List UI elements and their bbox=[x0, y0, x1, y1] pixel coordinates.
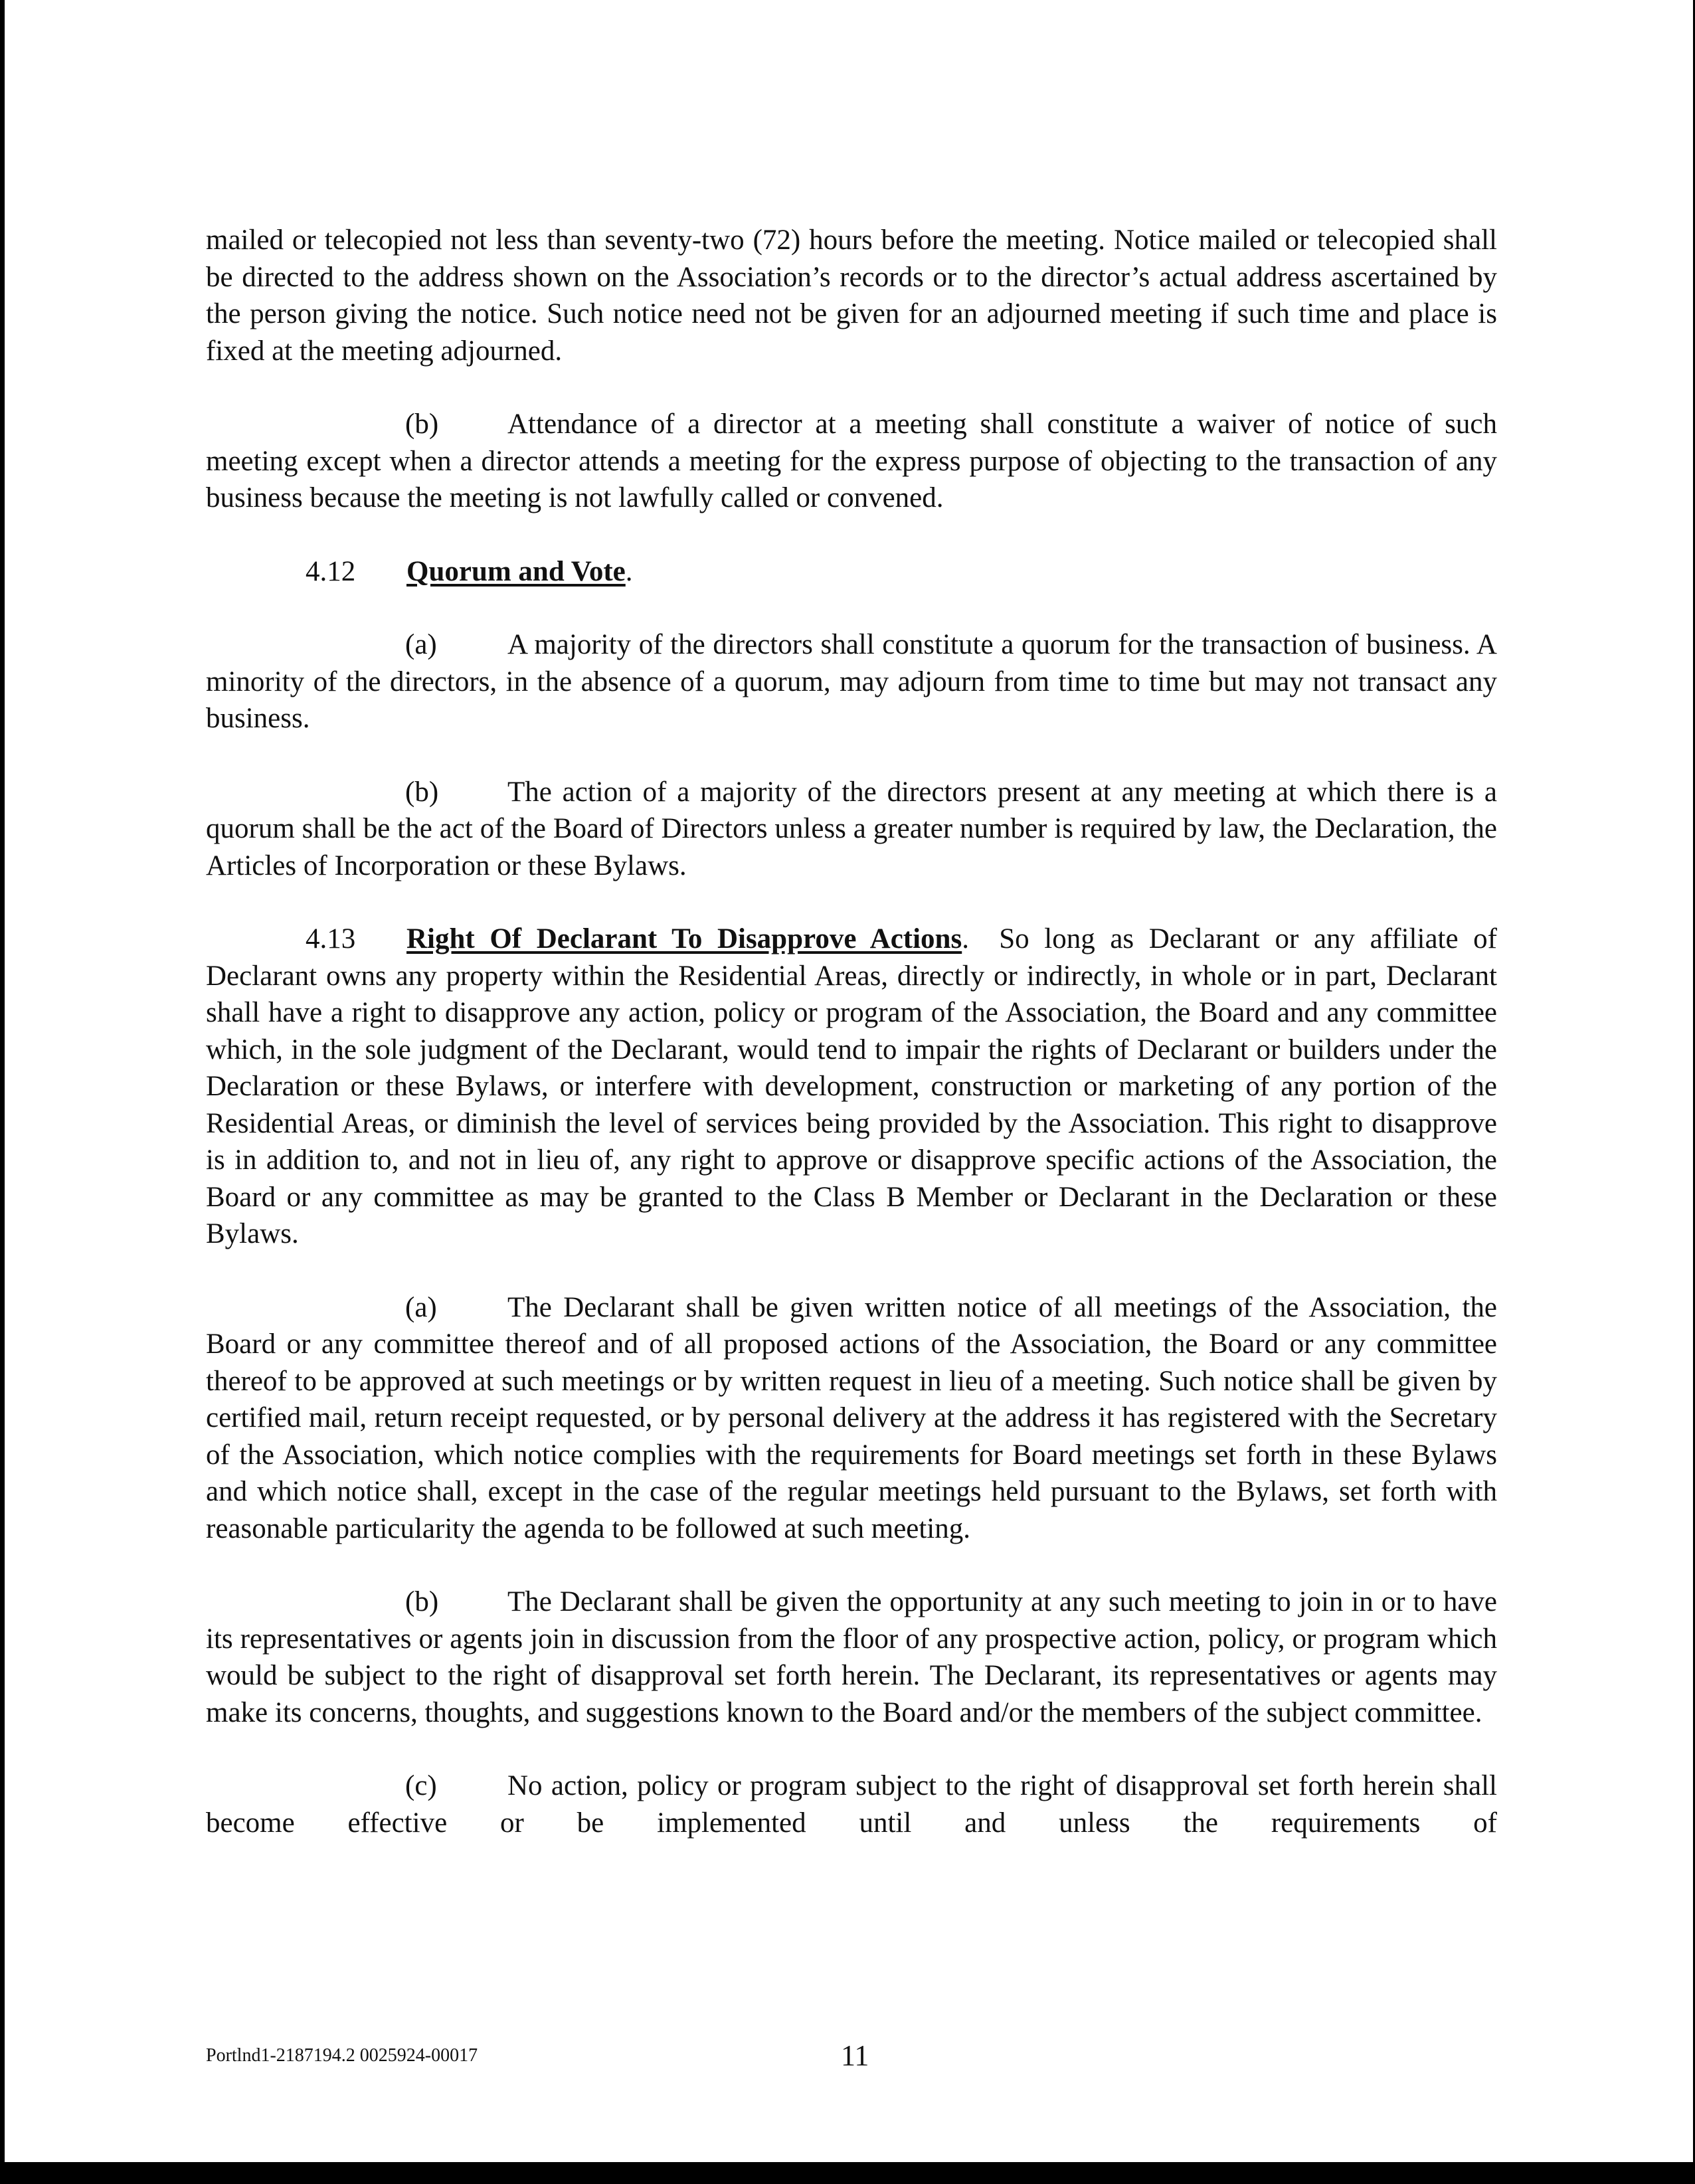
paragraph-text: No action, policy or program subject to the right of disapproval set forth herein shall become effective or be implemented until and unless the requirements of bbox=[206, 1770, 1497, 1839]
paragraph-label: (b) bbox=[405, 776, 439, 808]
section-4-12-heading bbox=[206, 553, 1497, 591]
section-title-punct: . bbox=[962, 923, 969, 955]
paragraph-text: The Declarant shall be given written notice of all meetings of the Association, the Board or any committee thereof and of all proposed actions of the Association, the Board or any committee thereof to be approved at such meetings or by written request in lieu of a meeting. Such notice shall be given by certified mail, return receipt requested, or by personal delivery at the address it has registered with the Secretary of the Association, which notice complies with the requirements for Board meetings set forth in these Bylaws and which notice shall, except in the case of the regular meetings held pursuant to the Bylaws, set forth with reasonable particularity the agenda to be followed at such meeting. bbox=[206, 1291, 1497, 1544]
paragraph-text: The Declarant shall be given the opportunity at any such meeting to join in or to have its representatives or agents join in discussion from the floor of any prospective action, policy, or program which would be subject to the right of disapproval set forth herein. The Declarant, its representatives or agents may make its concerns, thoughts, and suggestions known to the Board and/or the members of the subject committee. bbox=[206, 1586, 1497, 1728]
section-title: Quorum and Vote bbox=[406, 555, 626, 587]
document-body bbox=[206, 222, 1497, 1878]
paragraph-label: (c) bbox=[405, 1770, 437, 1801]
section-4-12-para-b bbox=[206, 774, 1497, 885]
attendance-paragraph bbox=[206, 406, 1497, 517]
paragraph-text: The action of a majority of the directors present at any meeting at which there is a quorum shall be the act of the Board of Directors unless a greater number is required by law, the Declaration, the Articles of Incorporation or these Bylaws. bbox=[206, 776, 1497, 881]
section-intro-text: So long as Declarant or any affiliate of Declarant owns any property within the Residential Areas, directly or indirectly, in whole or in part, Declarant shall have a right to disapprove any action, policy or program of the Association, the Board and any committee which, in the sole judgment of the Declarant, would tend to impair the rights of Declarant or builders under the Declaration or these Bylaws, or interfere with development, construction or marketing of any portion of the Residential Areas, or diminish the level of services being provided by the Association. This right to disapprove is in addition to, and not in lieu of, any right to approve or disapprove specific actions of the Association, the Board or any committee as may be granted to the Class B Member or Declarant in the Declaration or these Bylaws. bbox=[206, 923, 1498, 1249]
paragraph-label: (a) bbox=[405, 1291, 437, 1323]
continuation-paragraph: mailed or telecopied not less than seventy-two (72) hours before the meeting. Notice mailed or telecopied shall be directed to the address shown on the Association’s records or to the director’s actual address ascertained by the person giving the notice. Such notice need not be given for an adjourned meeting if such time and place is fixed at the meeting adjourned. bbox=[206, 225, 1497, 367]
section-4-13-para-c bbox=[206, 1768, 1497, 1841]
paragraph-label: (b) bbox=[405, 409, 439, 440]
paragraph-label: (b) bbox=[405, 1586, 439, 1617]
scan-border-bottom bbox=[0, 2162, 1695, 2184]
section-4-13-para-b bbox=[206, 1584, 1497, 1731]
section-4-13-intro bbox=[206, 921, 1497, 1253]
section-4-13-para-a bbox=[206, 1289, 1497, 1548]
scan-border-left bbox=[0, 0, 5, 2184]
section-4-12-para-a bbox=[206, 626, 1497, 737]
section-title-punct: . bbox=[625, 555, 633, 587]
paragraph-text: Attendance of a director at a meeting shall constitute a waiver of notice of such meeting except when a director attends a meeting for the express purpose of objecting to the transaction of any business because the meeting is not lawfully called or convened. bbox=[206, 409, 1497, 513]
paragraph-text: A majority of the directors shall constitute a quorum for the transaction of business. A minority of the directors, in the absence of a quorum, may adjourn from time to time but may not transact any business. bbox=[206, 629, 1497, 734]
section-title: Right Of Declarant To Disapprove Actions bbox=[406, 923, 962, 955]
page-number: 11 bbox=[841, 2039, 869, 2072]
footer-document-code: Portlnd1-2187194.2 0025924-00017 bbox=[206, 2045, 478, 2066]
section-number: 4.12 bbox=[306, 555, 356, 587]
section-number: 4.13 bbox=[306, 923, 356, 955]
paragraph-label: (a) bbox=[405, 629, 437, 660]
